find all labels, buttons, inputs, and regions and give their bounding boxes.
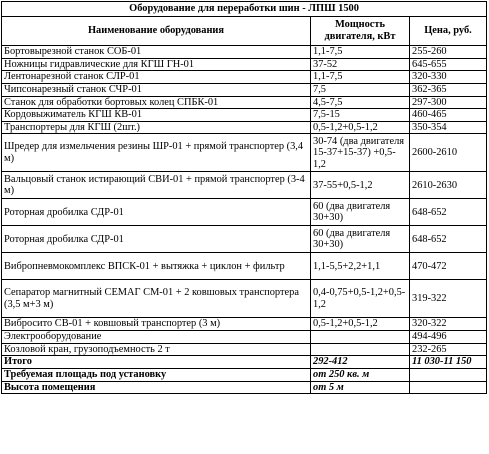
power-cell: 1,1-7,5 [311,71,410,84]
area-label: Требуемая площадь под установку [2,369,311,382]
height-label: Высота помещения [2,381,311,394]
table-row [2,318,487,331]
area-row [2,369,487,382]
equipment-name-cell: Кордовыжиматель КГШ КВ-01 [2,109,311,122]
table-row [2,253,487,280]
total-label: Итого [2,356,311,369]
price-cell: 645-655 [410,58,487,71]
price-cell: 648-652 [410,226,487,253]
price-cell: 2610-2630 [410,172,487,199]
power-cell: 1,1-5,5+2,2+1,1 [311,253,410,280]
height-row [2,381,487,394]
column-header-power: Мощность двигателя, кВт [311,17,410,46]
equipment-name-cell: Ножницы гидравлические для КГШ ГН-01 [2,58,311,71]
equipment-name-cell: Роторная дробилка СДР-01 [2,226,311,253]
price-cell: 297-300 [410,96,487,109]
area-empty-cell [410,369,487,382]
price-cell: 320-330 [410,71,487,84]
price-cell: 460-465 [410,109,487,122]
power-cell: 7,5-15 [311,109,410,122]
table-row [2,172,487,199]
power-cell: 7,5 [311,83,410,96]
table-row [2,134,487,172]
height-empty-cell [410,381,487,394]
power-cell: 37-52 [311,58,410,71]
power-cell: 4,5-7,5 [311,96,410,109]
power-cell: 0,4-0,75+0,5-1,2+0,5-1,2 [311,280,410,318]
power-cell [311,331,410,344]
equipment-name-cell: Роторная дробилка СДР-01 [2,199,311,226]
height-value: от 5 м [311,381,410,394]
power-cell: 60 (два двигателя 30+30) [311,226,410,253]
total-row [2,356,487,369]
table-row [2,83,487,96]
price-cell: 255-260 [410,46,487,59]
price-cell: 362-365 [410,83,487,96]
table-row [2,121,487,134]
equipment-name-cell: Вальцовый станок истирающий СВИ-01 + прямой транспортер (3-4 м) [2,172,311,199]
total-power: 292-412 [311,356,410,369]
table-row [2,343,487,356]
table-row [2,226,487,253]
price-cell: 470-472 [410,253,487,280]
table-row [2,331,487,344]
equipment-name-cell: Лентонарезной станок СЛР-01 [2,71,311,84]
table-caption-row [2,2,487,17]
price-cell: 319-322 [410,280,487,318]
equipment-name-cell: Электрооборудование [2,331,311,344]
table-row [2,71,487,84]
price-cell: 232-265 [410,343,487,356]
power-cell: 60 (два двигателя 30+30) [311,199,410,226]
power-cell: 37-55+0,5-1,2 [311,172,410,199]
power-cell: 0,5-1,2+0,5-1,2 [311,318,410,331]
equipment-name-cell: Чипсонарезный станок СЧР-01 [2,83,311,96]
price-cell: 2600-2610 [410,134,487,172]
price-cell: 494-496 [410,331,487,344]
column-header-name: Наименование оборудования [2,17,311,46]
equipment-name-cell: Станок для обработки бортовых колец СПБК-01 [2,96,311,109]
total-price: 11 030-11 150 [410,356,487,369]
equipment-name-cell: Сепаратор магнитный СЕМАГ СМ-01 + 2 ковшовых транспортера (3,5 м+3 м) [2,280,311,318]
table-row [2,109,487,122]
power-cell [311,343,410,356]
equipment-table [1,1,487,394]
column-header-price: Цена, руб. [410,17,487,46]
table-row [2,46,487,59]
table-row [2,96,487,109]
price-cell: 350-354 [410,121,487,134]
table-title: Оборудование для переработки шин - ЛПШ 1500 [2,2,487,17]
power-cell: 0,5-1,2+0,5-1,2 [311,121,410,134]
table-row [2,199,487,226]
equipment-name-cell: Вибропневмокомплекс ВПСК-01 + вытяжка + циклон + фильтр [2,253,311,280]
equipment-name-cell: Транспортеры для КГШ (2шт.) [2,121,311,134]
equipment-name-cell: Бортовырезной станок СОБ-01 [2,46,311,59]
power-cell: 1,1-7,5 [311,46,410,59]
price-cell: 320-322 [410,318,487,331]
area-value: от 250 кв. м [311,369,410,382]
equipment-name-cell: Вибросито СВ-01 + ковшовый транспортер (3 м) [2,318,311,331]
equipment-name-cell: Козловой кран, грузоподъемность 2 т [2,343,311,356]
table-row [2,280,487,318]
power-cell: 30-74 (два двигателя 15-37+15-37) +0,5-1,2 [311,134,410,172]
table-row [2,58,487,71]
equipment-name-cell: Шредер для измельчения резины ШР-01 + прямой транспортер (3,4 м) [2,134,311,172]
table-header-row [2,17,487,46]
price-cell: 648-652 [410,199,487,226]
